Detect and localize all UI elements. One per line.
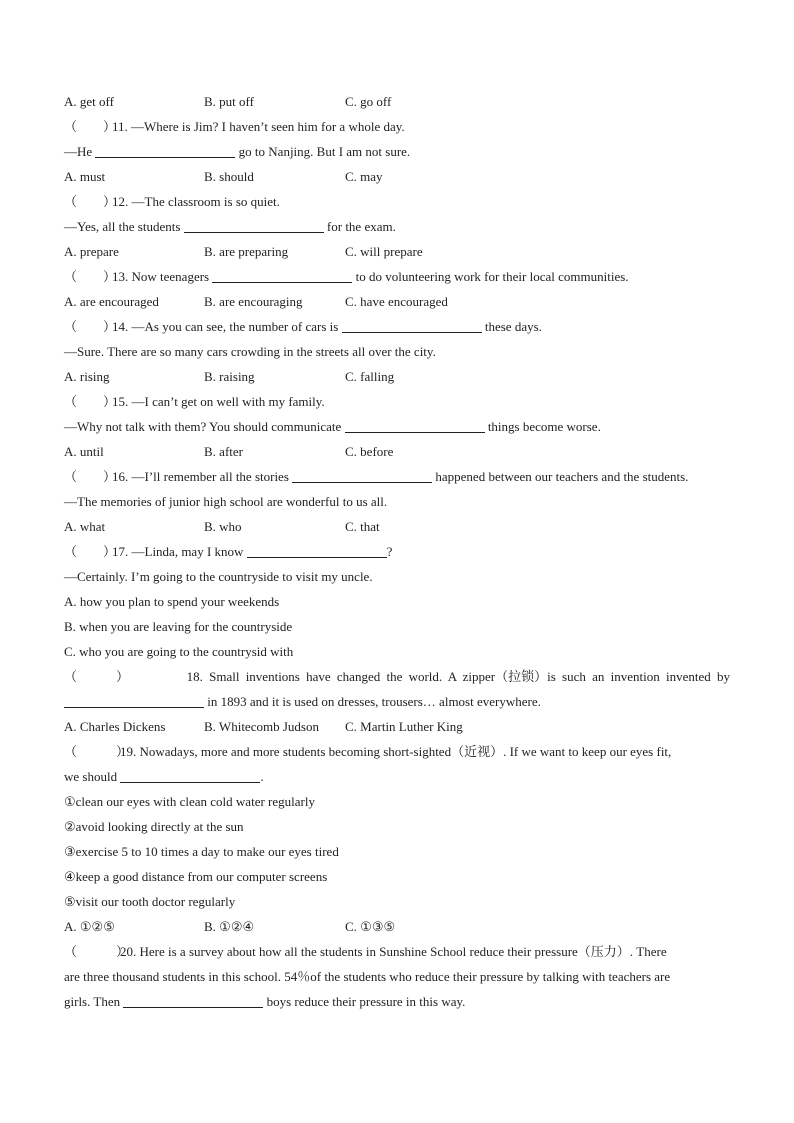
q12-option-c[interactable]: C. will prepare xyxy=(345,244,423,259)
q12-line2-pre: —Yes, all the students xyxy=(64,219,181,234)
q15-stem xyxy=(64,389,730,414)
q15-blank[interactable] xyxy=(345,418,485,433)
q13-option-b[interactable]: B. are encouraging xyxy=(204,294,303,309)
q19-line2-pre: we should xyxy=(64,769,118,784)
q18-line2-post: in 1893 and it is used on dresses, trousers… almost everywhere. xyxy=(207,694,541,709)
q18-blank[interactable] xyxy=(64,693,204,708)
q19-options xyxy=(64,914,730,939)
q19-blank[interactable] xyxy=(120,768,260,783)
q10-options xyxy=(64,89,730,114)
q13-stem-post: to do volunteering work for their local communities. xyxy=(355,269,629,284)
q17-option-c[interactable]: C. who you are going to the countrysid with xyxy=(64,644,294,659)
q15-option-c[interactable]: C. before xyxy=(345,444,394,459)
q13-answer-paren[interactable]: （ ） xyxy=(64,269,117,284)
q12-stem xyxy=(64,189,730,214)
q15-line2 xyxy=(64,414,730,439)
q16-stem xyxy=(64,464,730,489)
q11-blank[interactable] xyxy=(95,143,235,158)
q16-option-b[interactable]: B. who xyxy=(204,519,242,534)
q20-stem xyxy=(64,939,730,964)
q15-line2-pre: —Why not talk with them? You should communicate xyxy=(64,419,342,434)
q13-stem-pre: 13. Now teenagers xyxy=(112,269,210,284)
q12-option-b[interactable]: B. are preparing xyxy=(204,244,289,259)
q18-stem-text: 18. Small inventions have changed the world. A zipper（拉锁）is such an invention invented by xyxy=(186,669,730,684)
q19-item-4: ④keep a good distance from our computer screens xyxy=(64,869,328,884)
q20-line3 xyxy=(64,989,730,1014)
q11-line2-post: go to Nanjing. But I am not sure. xyxy=(238,144,411,159)
q18-answer-paren[interactable]: （ ） xyxy=(64,669,130,684)
q20-line3-pre: girls. Then xyxy=(64,994,121,1009)
q17-answer-paren[interactable]: （ ） xyxy=(64,544,117,559)
q18-option-b[interactable]: B. Whitecomb Judson xyxy=(204,719,319,734)
q17-stem-post: ? xyxy=(386,544,393,559)
q15-option-a[interactable]: A. until xyxy=(64,444,104,459)
q10-option-c[interactable]: C. go off xyxy=(345,94,392,109)
q14-options xyxy=(64,364,730,389)
q15-options xyxy=(64,439,730,464)
q20-stem-text: 20. Here is a survey about how all the students in Sunshine School reduce their pressure（压力）. There xyxy=(120,944,667,959)
q11-line2-pre: —He xyxy=(64,144,93,159)
q17-blank[interactable] xyxy=(247,543,387,558)
q19-item-5: ⑤visit our tooth doctor regularly xyxy=(64,894,236,909)
q11-option-b[interactable]: B. should xyxy=(204,169,254,184)
q12-line2 xyxy=(64,214,730,239)
q19-item-2: ②avoid looking directly at the sun xyxy=(64,819,244,834)
q14-option-c[interactable]: C. falling xyxy=(345,369,395,384)
q16-stem-post: happened between our teachers and the students. xyxy=(435,469,689,484)
q15-option-b[interactable]: B. after xyxy=(204,444,243,459)
q19-line2 xyxy=(64,764,730,789)
q19-line2-post: . xyxy=(260,769,264,784)
q11-stem-text: 11. —Where is Jim? I haven’t seen him for a whole day. xyxy=(112,119,405,134)
q19-option-c[interactable]: C. ①③⑤ xyxy=(345,919,396,934)
q16-option-c[interactable]: C. that xyxy=(345,519,380,534)
q13-option-a[interactable]: A. are encouraged xyxy=(64,294,159,309)
q14-stem-pre: 14. —As you can see, the number of cars is xyxy=(112,319,339,334)
q16-blank[interactable] xyxy=(292,468,432,483)
q11-answer-paren[interactable]: （ ） xyxy=(64,119,117,134)
q14-stem xyxy=(64,314,730,339)
q17-stem xyxy=(64,539,730,564)
q14-stem-post: these days. xyxy=(484,319,542,334)
q14-option-b[interactable]: B. raising xyxy=(204,369,255,384)
q11-option-a[interactable]: A. must xyxy=(64,169,106,184)
q12-answer-paren[interactable]: （ ） xyxy=(64,194,117,209)
exam-page xyxy=(64,89,730,1014)
q16-stem-pre: 16. —I’ll remember all the stories xyxy=(112,469,289,484)
q18-options xyxy=(64,714,730,739)
q15-stem-text: 15. —I can’t get on well with my family. xyxy=(112,394,325,409)
q18-line2 xyxy=(64,689,730,714)
q11-options xyxy=(64,164,730,189)
q17-option-a[interactable]: A. how you plan to spend your weekends xyxy=(64,594,280,609)
q16-line2: —The memories of junior high school are wonderful to us all. xyxy=(64,494,388,509)
q16-options xyxy=(64,514,730,539)
q13-stem xyxy=(64,264,730,289)
q10-option-a[interactable]: A. get off xyxy=(64,94,114,109)
q12-blank[interactable] xyxy=(184,218,324,233)
q14-line2: —Sure. There are so many cars crowding in the streets all over the city. xyxy=(64,344,436,359)
q14-blank[interactable] xyxy=(342,318,482,333)
q11-option-c[interactable]: C. may xyxy=(345,169,383,184)
q15-line2-post: things become worse. xyxy=(487,419,601,434)
q12-option-a[interactable]: A. prepare xyxy=(64,244,119,259)
q19-item-1: ①clean our eyes with clean cold water regularly xyxy=(64,794,315,809)
q13-option-c[interactable]: C. have encouraged xyxy=(345,294,448,309)
q11-stem xyxy=(64,114,730,139)
q14-answer-paren[interactable]: （ ） xyxy=(64,319,117,334)
q19-item-3: ③exercise 5 to 10 times a day to make our eyes tired xyxy=(64,844,339,859)
q18-option-c[interactable]: C. Martin Luther King xyxy=(345,719,463,734)
q16-option-a[interactable]: A. what xyxy=(64,519,106,534)
q16-answer-paren[interactable]: （ ） xyxy=(64,469,117,484)
q17-stem-pre: 17. —Linda, may I know xyxy=(112,544,244,559)
q19-option-b[interactable]: B. ①②④ xyxy=(204,919,255,934)
q20-blank[interactable] xyxy=(123,993,263,1008)
q17-option-b[interactable]: B. when you are leaving for the countryside xyxy=(64,619,293,634)
q15-answer-paren[interactable]: （ ） xyxy=(64,394,117,409)
q12-line2-post: for the exam. xyxy=(326,219,396,234)
q12-options xyxy=(64,239,730,264)
q19-stem-text: 19. Nowadays, more and more students becoming short-sighted（近视）. If we want to keep our eyes fit, xyxy=(120,744,672,759)
q12-stem-text: 12. —The classroom is so quiet. xyxy=(112,194,280,209)
q18-stem xyxy=(64,664,730,689)
q11-line2 xyxy=(64,139,730,164)
q18-option-a[interactable]: A. Charles Dickens xyxy=(64,719,166,734)
q19-option-a[interactable]: A. ①②⑤ xyxy=(64,919,115,934)
q20-answer-paren[interactable]: （ ） xyxy=(64,944,130,959)
q20-line3-post: boys reduce their pressure in this way. xyxy=(266,994,466,1009)
q17-line2: —Certainly. I’m going to the countryside to visit my uncle. xyxy=(64,569,373,584)
q13-options xyxy=(64,289,730,314)
q13-blank[interactable] xyxy=(212,268,352,283)
q10-option-b[interactable]: B. put off xyxy=(204,94,254,109)
q14-option-a[interactable]: A. rising xyxy=(64,369,110,384)
q19-answer-paren[interactable]: （ ） xyxy=(64,744,130,759)
q20-line2: are three thousand students in this school. 54％of the students who reduce their pressure by talking with teachers are xyxy=(64,969,671,984)
q19-stem xyxy=(64,739,730,764)
